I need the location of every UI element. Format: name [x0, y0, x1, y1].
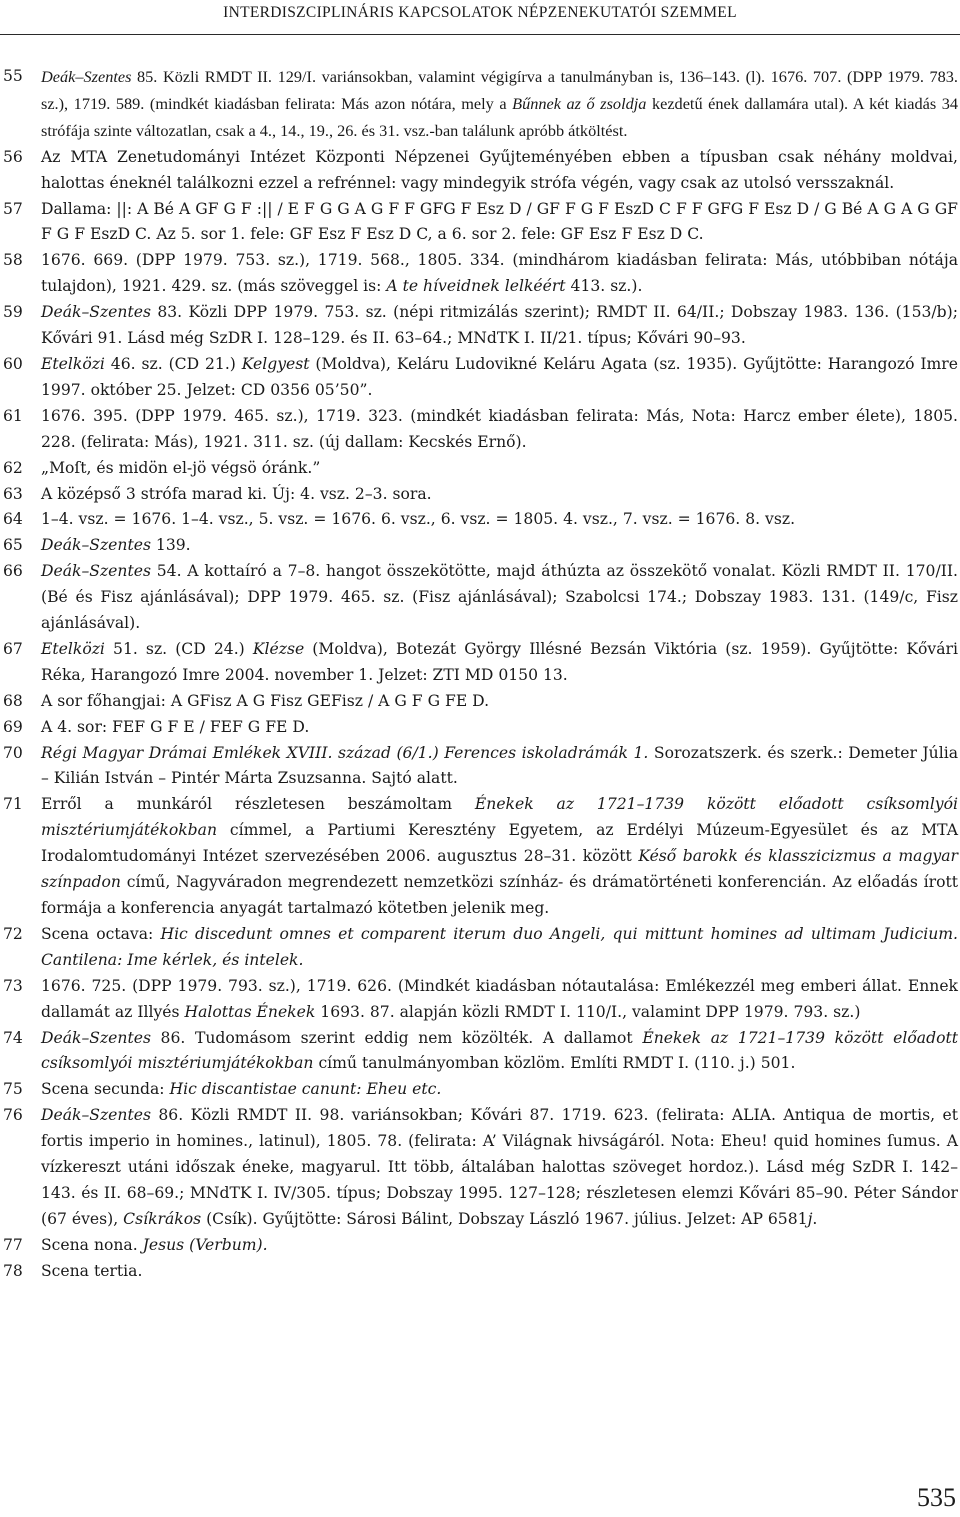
endnote-italic-segment: Csíkrákos: [123, 1209, 202, 1228]
endnote-segment: című tanulmányomban közlöm. Említi RMDT I. (110. j.) 501.: [313, 1054, 796, 1073]
endnote-segment: 1676. 395. (DPP 1979. 465. sz.), 1719. 323. (mindkét kiadásban felirata: Más, Nota: Harcz ember élete), 1805. 228. (felirata: Más), 1921. 311. sz. (új dallam: Kecskés Ernő).: [41, 406, 958, 451]
endnote-item: [0, 300, 958, 352]
endnote-italic-segment: Deák–Szentes: [41, 562, 151, 581]
endnote-text: [41, 251, 958, 295]
endnote-italic-segment: Jesus (Verbum).: [142, 1235, 268, 1254]
endnote-segment: című, Nagyváradon megrendezett nemzetközi színház- és drámatörténeti konferencián. Az előadás írott formája a konferencia anyagát tartalmazó kötetben jelenik meg.: [41, 873, 958, 917]
endnote-number: 68: [3, 691, 23, 710]
endnote-segment: A 4. sor: FEF G F E / FEF G FE D.: [41, 717, 310, 736]
endnote-number: 69: [3, 717, 23, 736]
endnote-text: [41, 977, 958, 1021]
endnote-segment: 1–4. vsz. = 1676. 1–4. vsz., 5. vsz. = 1676. 6. vsz., 6. vsz. = 1805. 4. vsz., 7. vsz. = 1676. 8. vsz.: [41, 510, 796, 529]
endnote-italic-segment: Énekek az 1721–1739 között előadott csíksomlyói misztériumjátékokban: [41, 795, 958, 840]
endnote-item: [0, 1233, 958, 1259]
page-number: 535: [917, 1483, 956, 1512]
endnote-text: [41, 640, 958, 684]
endnote-number: 59: [3, 303, 23, 322]
endnote-segment: 86. Közli RMDT II. 98. variánsokban; Kővári 87. 1719. 623. (felirata: ALIA. Antiqua de mortis, et fortis imperio in homines., latinul), 1805. 78. (felirata: A’ Világnak hivságáról. Nota: Eheu! quid homines ſumus. A vízkereszt utáni időszak éneke, magyarul. Itt több, általában halottas szöveget hordoz.). Lásd még SzDR I. 142–143. és II. 68–69.; MNdTK I. IV/305. típus; Dobszay 1995. 127–128; részletesen elemzi Kővári 85–90. Péter Sándor (67 éves),: [41, 1106, 958, 1228]
endnote-segment: 86. Tudomásom szerint eddig nem közölték. A dallamot: [150, 1028, 643, 1047]
endnote-item: [0, 922, 958, 974]
endnote-number: 67: [3, 639, 23, 658]
endnote-item: [0, 352, 958, 404]
endnote-segment: A középső 3 strófa marad ki. Új: 4. vsz. 2–3. sora.: [41, 484, 432, 503]
endnote-number: 71: [3, 795, 23, 814]
endnote-item: [0, 197, 958, 249]
endnote-number: 74: [3, 1028, 23, 1047]
endnote-segment: Scena tertia.: [41, 1261, 143, 1280]
endnote-segment: 139.: [150, 536, 191, 555]
endnote-text: [41, 795, 958, 917]
endnote-item: [0, 1259, 958, 1285]
running-header: INTERDISZCIPLINÁRIS KAPCSOLATOK NÉPZENEKUTATÓI SZEMMEL: [223, 4, 737, 21]
endnote-italic-segment: j: [807, 1209, 813, 1228]
endnote-number: 63: [3, 484, 23, 503]
endnote-text: [41, 692, 489, 710]
endnote-italic-segment: Régi Magyar Drámai Emlékek XVIII. század (6/1.) Ferences iskoladrámák 1.: [41, 743, 649, 762]
endnote-text: [41, 1106, 958, 1228]
endnote-number: 58: [3, 251, 23, 270]
endnote-text: [41, 925, 958, 969]
endnote-item: [0, 533, 958, 559]
endnote-segment: 1676. 725. (DPP 1979. 793. sz.), 1719. 626. (Mindkét kiadásban nótautalása: Emlékezzél meg emberi állat. Ennek dallamát az Illyés: [41, 976, 958, 1021]
endnote-text: [41, 485, 432, 503]
endnote-item: [0, 792, 958, 922]
endnote-item: [0, 248, 958, 300]
endnote-italic-segment: Klézse: [252, 639, 305, 658]
endnote-text: [41, 562, 958, 632]
endnote-segment: 83. Közli DPP 1979. 753. sz. (népi ritmizálás szerint); RMDT II. 64/II.; Dobszay 1983. 136. (153/b); Kővári 91. Lásd még SzDR I. 128–129. és II. 63–64.; MNdTK I. II/21. típus; Kővári 90–93.: [41, 303, 958, 348]
endnote-text: [41, 407, 958, 451]
endnote-text: [41, 148, 958, 192]
endnote-segment: (Moldva), Botezát György Illésné Bezsán Viktória (sz. 1959). Gyűjtötte: Kővári Réka, Harangozó Imre 2004. november 1. Jelzet: ZTI MD 0150 13.: [41, 639, 958, 684]
endnote-italic-segment: Énekek az 1721–1739 között előadott csíksomlyói misztériumjátékokban: [41, 1028, 958, 1073]
endnote-text: [41, 355, 958, 399]
endnote-text: [41, 510, 795, 528]
endnote-italic-segment: Deák–Szentes: [41, 1106, 151, 1125]
endnote-text: [41, 744, 958, 788]
endnote-segment: kezdetű ének dallamára utal). A két kiadás 34 strófája szinte változatlan, csak a 4., 14., 19., 26. és 31. vsz.-ban találunk apróbb átköltést.: [41, 93, 959, 140]
endnote-italic-segment: A te híveidnek lelkéért: [386, 277, 566, 296]
endnote-italic-segment: Deák–Szentes: [41, 303, 151, 322]
endnote-item: [0, 64, 958, 145]
endnote-number: 78: [3, 1261, 23, 1280]
endnote-segment: Az MTA Zenetudományi Intézet Központi Népzenei Gyűjteményében ebben a típusban csak néhány moldvai, halottas éneknél találkozni ezzel a refrénnel: vagy mindegyik strófa végén, vagy csak az utolsó versszaknál.: [41, 147, 958, 192]
endnote-italic-segment: Etelközi: [41, 354, 105, 373]
endnote-item: [0, 1103, 958, 1233]
endnote-item: [0, 1026, 958, 1078]
endnote-text: [41, 68, 958, 140]
endnote-item: [0, 456, 958, 482]
endnote-number: 66: [3, 562, 23, 581]
endnote-italic-segment: Etelközi: [41, 639, 105, 658]
endnote-item: [0, 974, 958, 1026]
endnote-segment: 1676. 669. (DPP 1979. 753. sz.), 1719. 568., 1805. 334. (mindhárom kiadásban felirata: Más, utóbbiban nótája tulajdon), 1921. 429. sz. (más szöveggel is:: [41, 251, 958, 296]
header-rule: [0, 34, 960, 35]
endnote-segment: (Csík). Gyűjtötte: Sárosi Bálint, Dobszay László 1967. július. Jelzet: AP 6581: [201, 1209, 808, 1228]
endnote-segment: .: [812, 1209, 818, 1228]
endnote-text: [41, 718, 309, 736]
endnote-number: 75: [3, 1080, 23, 1099]
endnote-segment: „Moſt, és midön el-jö végsö óránk.”: [41, 458, 321, 477]
endnote-segment: Scena octava:: [41, 924, 161, 943]
endnote-italic-segment: Bűnnek az ő zsoldja: [512, 93, 647, 113]
endnote-text: [41, 1262, 142, 1280]
endnote-segment: 46. sz. (CD 21.): [104, 354, 242, 373]
endnote-number: 60: [3, 354, 23, 373]
endnote-number: 57: [3, 199, 23, 218]
endnote-number: 70: [3, 743, 23, 762]
endnote-text: [41, 1236, 268, 1254]
endnote-number: 64: [3, 510, 23, 529]
endnote-segment: 54. A kottaíró a 7–8. hangot összekötötte, majd áthúzta az összekötő vonalat. Közli RMDT II. 170/II. (Bé és Fisz ajánlásával); DPP 1979. 465. sz. (Fisz ajánlásával); Szabolcsi 174.; Dobszay 1983. 131. (149/c, Fisz ajánlásával).: [41, 562, 958, 633]
endnote-segment: 85. Közli RMDT II. 129/I. variánsokban, valamint végigírva a tanulmányban is, 136–143. (l). 1676. 707. (DPP 1979. 783. sz.), 1719. 589. (mindkét kiadásban felirata: Más azon nótára, mely a: [41, 67, 958, 113]
endnote-item: [0, 689, 958, 715]
endnote-number: 73: [3, 976, 23, 995]
endnote-segment: Erről a munkáról részletesen beszámoltam: [41, 795, 475, 814]
endnote-segment: címmel, a Partiumi Keresztény Egyetem, az Erdélyi Múzeum-Egyesület és az MTA Irodalomtudományi Intézet szervezésében 2006. augusztus 28–31. között: [41, 821, 958, 866]
endnote-item: [0, 482, 958, 508]
endnote-segment: Scena secunda:: [41, 1080, 170, 1099]
endnote-segment: Sorozatszerk. és szerk.: Demeter Júlia – Kilián István – Pintér Márta Zsuzsanna. Sajtó alatt.: [41, 743, 958, 788]
endnote-text: [41, 1029, 958, 1073]
endnote-number: 62: [3, 458, 23, 477]
endnote-segment: 413. sz.).: [565, 277, 643, 296]
endnote-number: 76: [3, 1106, 23, 1125]
endnote-item: [0, 637, 958, 689]
endnote-italic-segment: Késő barokk és klasszicizmus a magyar színpadon: [41, 847, 958, 892]
endnote-number: 72: [3, 924, 23, 943]
endnote-segment: (Moldva), Keláru Ludovikné Keláru Agata (sz. 1935). Gyűjtötte: Harangozó Imre 1997. október 25. Jelzet: CD 0356 05’50”.: [41, 354, 958, 399]
endnote-text: [41, 1080, 441, 1098]
endnote-item: [0, 741, 958, 793]
endnote-item: [0, 507, 958, 533]
endnote-number: 77: [3, 1235, 23, 1254]
endnote-text: [41, 303, 958, 347]
endnote-item: [0, 559, 958, 637]
endnote-italic-segment: Hic discantistae canunt: Eheu etc.: [169, 1080, 442, 1099]
endnote-item: [0, 1077, 958, 1103]
endnote-text: [41, 536, 191, 554]
endnote-item: [0, 404, 958, 456]
endnote-italic-segment: Hic discedunt omnes et comparent iterum duo Angeli, qui mittunt homines ad ultimam Judicium. Cantilena: Ime kérlek, és intelek.: [41, 924, 958, 969]
endnote-italic-segment: Halottas Énekek: [184, 1002, 316, 1021]
endnote-segment: Scena nona.: [41, 1235, 143, 1254]
endnote-item: [0, 145, 958, 197]
endnote-segment: Dallama: ||: A Bé A GF G F :|| / E F G G A G F F GFG F Esz D / GF F G F EszD C F F GFG F Esz D / G Bé A G A G GF F G F EszD C. Az 5. sor 1. fele: GF Esz F Esz D C, a 6. sor 2. fele: GF Esz F Esz D C.: [41, 199, 958, 244]
endnote-italic-segment: Deák–Szentes: [41, 67, 132, 86]
endnote-number: 56: [3, 147, 23, 166]
endnote-italic-segment: Deák–Szentes: [41, 1028, 151, 1047]
endnote-number: 65: [3, 536, 23, 555]
endnote-text: [41, 459, 320, 477]
endnote-text: [41, 200, 958, 244]
endnote-segment: A sor főhangjai: A GFisz A G Fisz GEFisz / A G F G FE D.: [41, 691, 490, 710]
endnote-item: [0, 715, 958, 741]
endnote-segment: 51. sz. (CD 24.): [104, 639, 253, 658]
endnote-segment: 1693. 87. alapján közli RMDT I. 110/I., valamint DPP 1979. 793. sz.): [315, 1002, 861, 1021]
endnote-italic-segment: Kelgyest: [241, 354, 310, 373]
endnotes-list: [0, 64, 960, 1285]
endnote-italic-segment: Deák–Szentes: [41, 536, 151, 555]
endnote-number: 55: [3, 67, 23, 85]
endnote-number: 61: [3, 406, 23, 425]
